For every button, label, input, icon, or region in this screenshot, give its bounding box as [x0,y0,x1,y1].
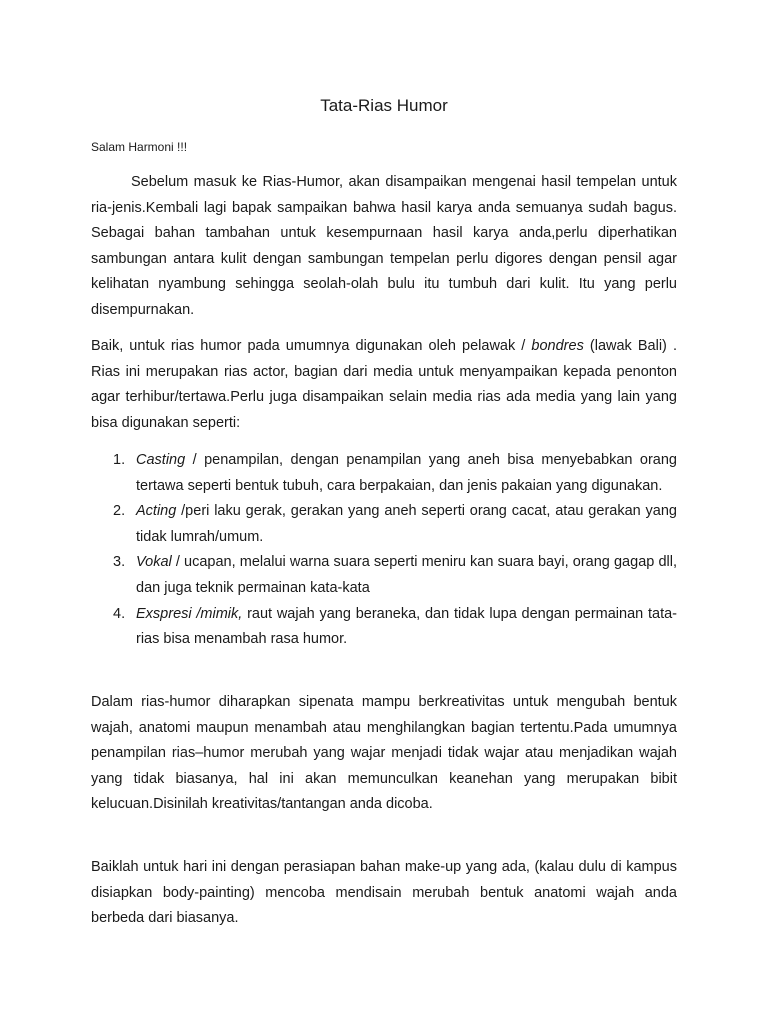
list-item-text [136,499,677,550]
paragraph-rias-humor-text-1: Baik, untuk rias humor pada umumnya digunakan oleh pelawak / [91,338,532,354]
list-item [91,550,677,601]
list-number: 2. [113,503,126,520]
paragraph-rias-humor [91,334,677,436]
list-item-text [136,448,677,499]
greeting: Salam Harmoni !!! [91,140,188,154]
paragraph-closing: Baiklah untuk hari ini dengan perasiapan bahan make-up yang ada, (kalau dulu di kampus disiapkan body-painting) mencoba mendisain merubah bentuk anatomi wajah anda berbeda dari biasanya. [91,859,677,927]
list-number: 1. [113,452,126,468]
bondres-term: bondres [531,338,584,354]
humor-media-list [91,448,677,653]
list-item [91,602,677,653]
list-item [91,499,677,550]
paragraph-kreativitas: Dalam rias-humor diharapkan sipenata mampu berkreativitas untuk mengubah bentuk wajah, anatomi maupun menambah atau menghilangkan bagian tertentu.Pada umumnya penampilan rias–humor merubah yang wajar menjadi tidak wajar atau menjadikan wajah yang tidak biasanya, hal ini akan memunculkan keanehan yang merupakan bibit kelucuan.Disinilah kreativitas/tantangan anda dicoba. [91,694,677,813]
list-term: Vokal [136,554,172,571]
paragraph-rias-humor-text-2: (lawak Bali) . Rias ini merupakan rias actor, bagian dari media untuk menyampaikan kepada penonton agar terhibur/tertawa.Perlu juga disampaikan selain media rias ada media yang lain yang bisa digunakan seperti: [91,338,677,431]
list-description: /peri laku gerak, gerakan yang aneh seperti orang cacat, atau gerakan yang tidak lumrah/umum. [136,503,677,545]
list-description: raut wajah yang beraneka, dan tidak lupa dengan permainan tata-rias bisa menambah rasa humor. [136,605,677,648]
list-term: Casting [136,452,186,468]
list-item-text [136,602,677,653]
list-term: Acting [136,503,177,520]
list-number: 3. [113,554,126,571]
list-item [91,448,677,499]
list-term: Exspresi /mimik, [136,605,243,622]
list-description: / penampilan, dengan penampilan yang aneh bisa menyebabkan orang tertawa seperti bentuk tubuh, cara berpakaian, dan jenis pakaian yang digunakan. [136,452,677,494]
list-description: / ucapan, melalui warna suara seperti meniru kan suara bayi, orang gagap dll, dan juga teknik permainan kata-kata [136,554,677,596]
paragraph-intro: Sebelum masuk ke Rias-Humor, akan disampaikan mengenai hasil tempelan untuk ria-jenis.Kembali lagi bapak sampaikan bahwa hasil karya anda semuanya sudah bagus. Sebagai bahan tambahan untuk kesempurnaan hasil karya anda,perlu diperhatikan sambungan antara kulit dengan sambungan tempelan perlu digores dengan pensil agar kelihatan nyambung sehingga seolah-olah bulu itu tumbuh dari kulit. Itu yang perlu disempurnakan. [91,174,677,318]
list-item-text [136,550,677,601]
document-title: Tata-Rias Humor [320,96,448,115]
list-number: 4. [113,605,126,622]
